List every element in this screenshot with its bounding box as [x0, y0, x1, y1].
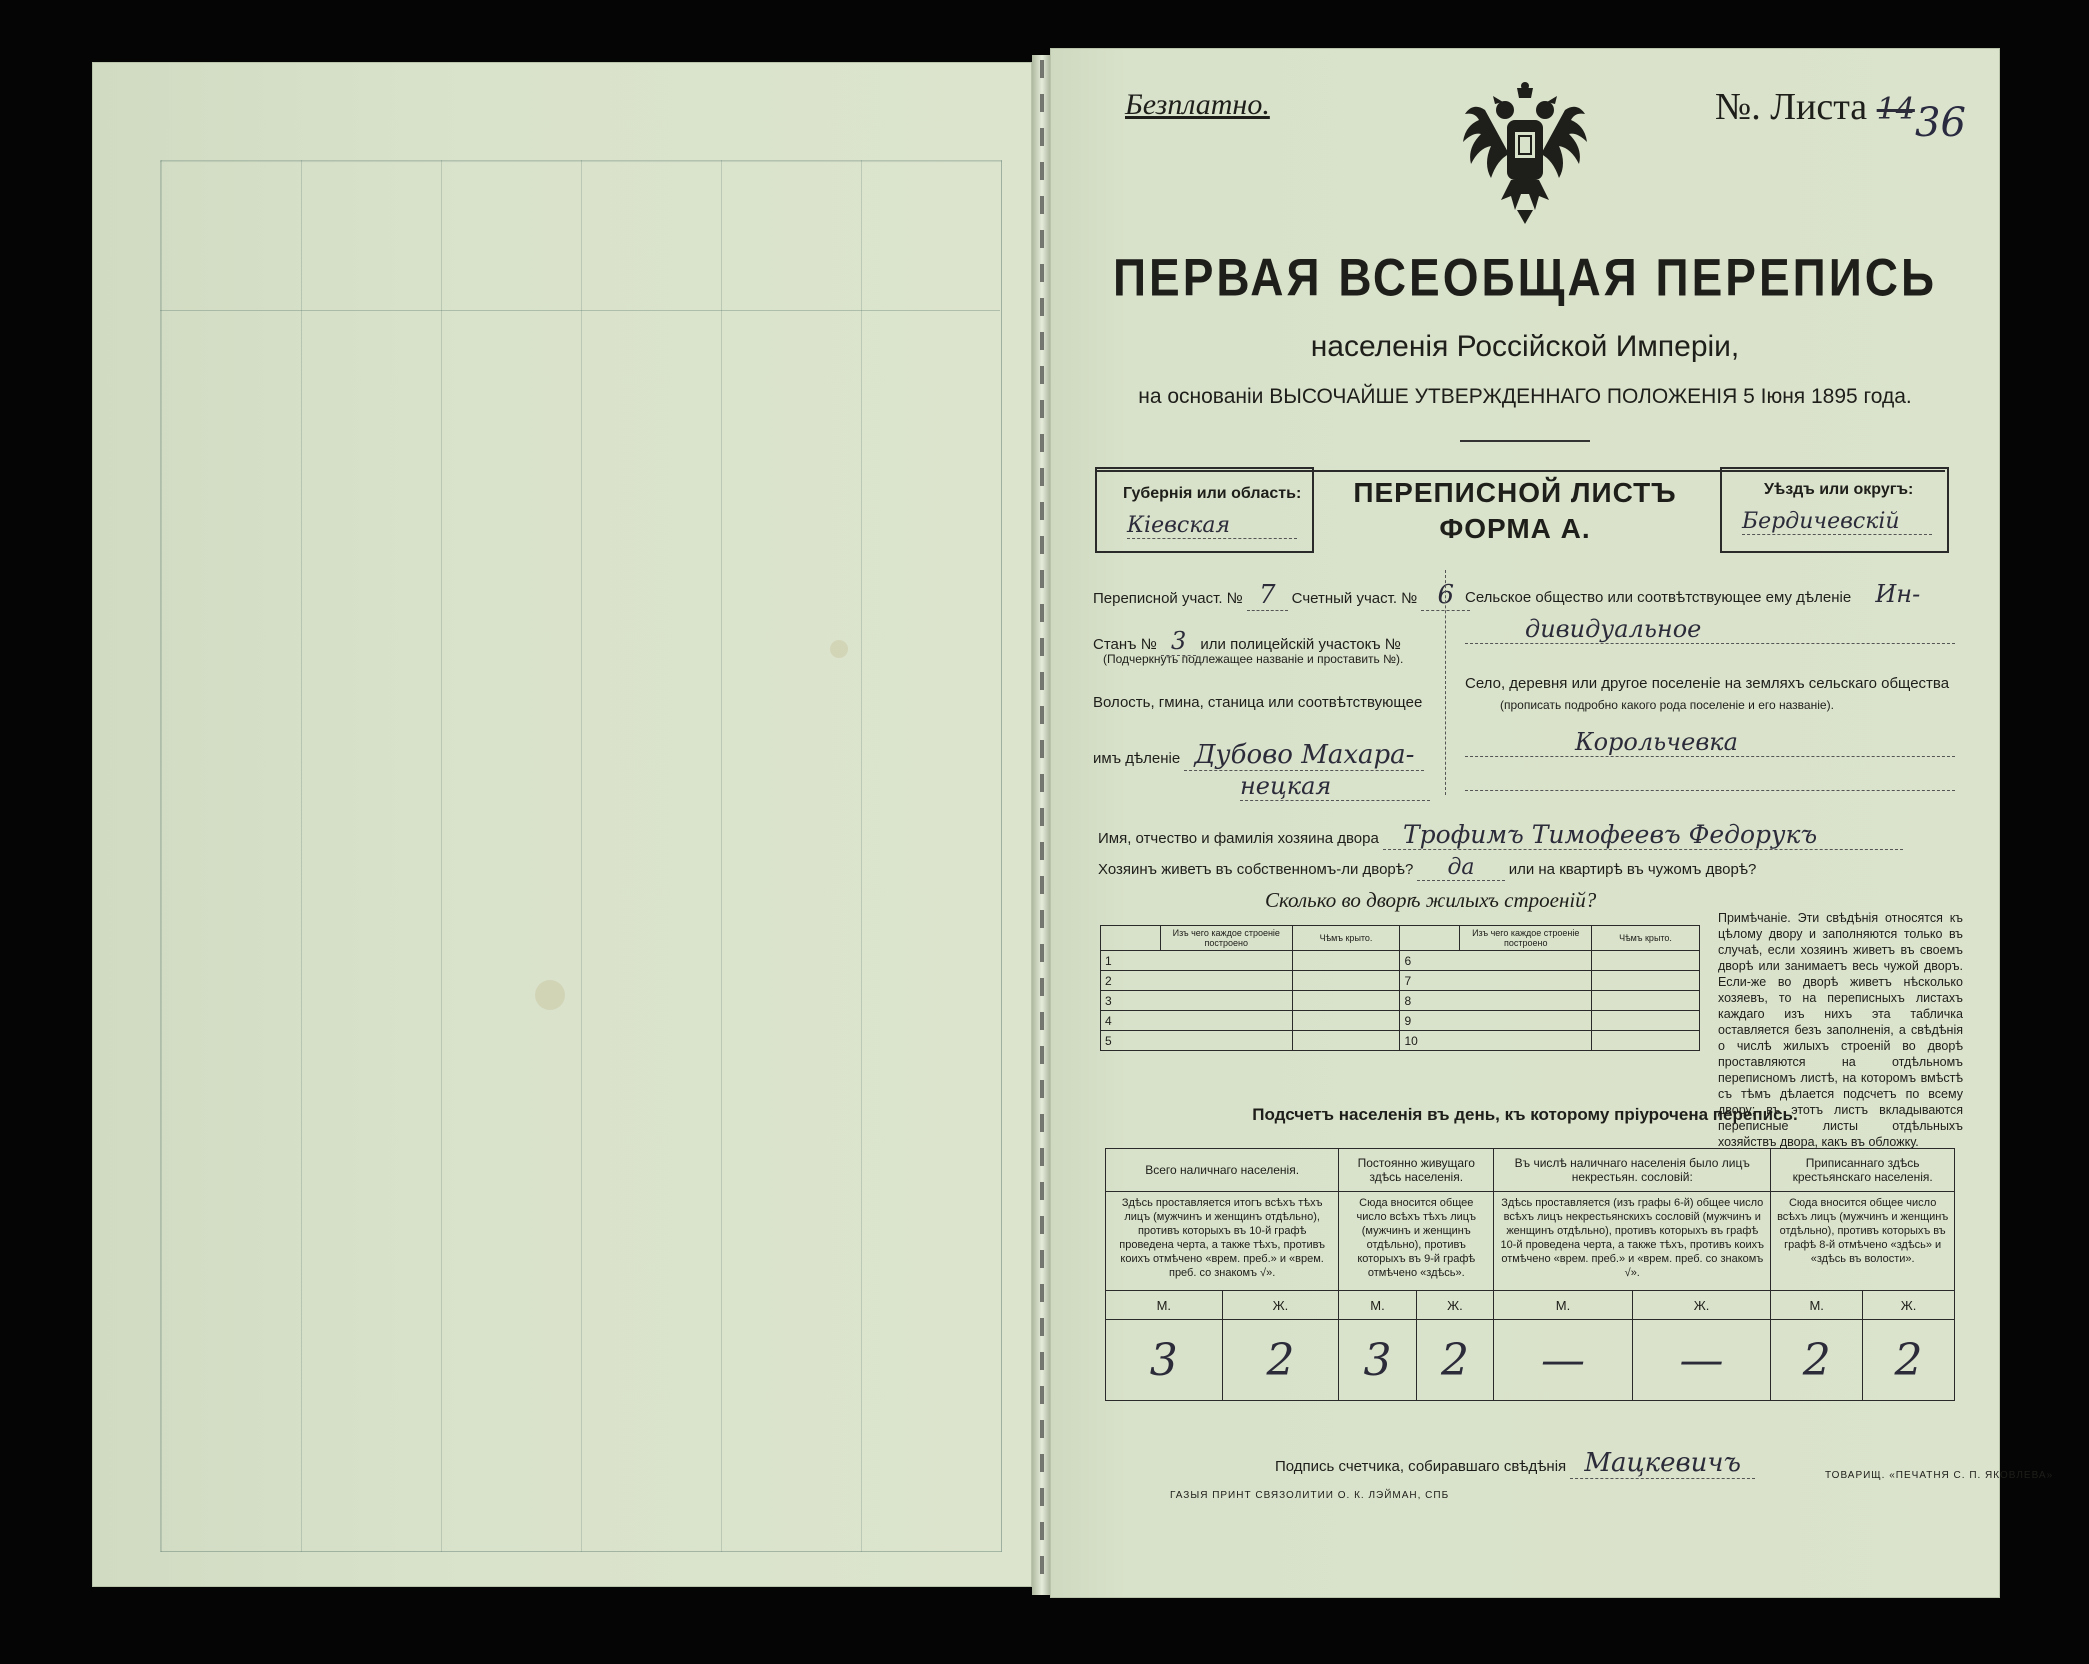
building-row-number: 2 — [1101, 971, 1293, 991]
fields-divider — [1445, 570, 1446, 795]
buildings-note: Примѣчаніе. Эти свѣдѣнія относятся къ цѣлому двору и заполняются только въ случаѣ, если хозяинъ живетъ въ своемъ дворѣ или занимаетъ весь чужой дворъ. Если-же во дворѣ живетъ нѣсколько хозяевъ, то на переписныхъ листахъ каждаго изъ нихъ эта табличка оставляется безъ заполненія, а свѣдѣнія о числѣ жилыхъ строеній во дворѣ проставляются на отдѣльномъ переписномъ листѣ, на которомъ вмѣстѣ съ тѣмъ дѣлается подсчетъ по всему двору; въ этотъ листъ вкладываются переписные листы отдѣльныхъ хозяйствъ двора, какъ въ обложку. — [1718, 911, 1963, 1149]
village-note: (прописать подробно какого рода поселеніе и его названіе). — [1500, 698, 1834, 712]
stan-note: (Подчеркнуть подлежащее названіе и проставить №). — [1103, 652, 1404, 666]
society-field — [1465, 580, 1920, 608]
uezd-box — [1720, 467, 1949, 553]
double-headed-eagle-icon — [1455, 80, 1595, 230]
buildings-table — [1100, 925, 1700, 1051]
census-legal-basis: на основаніи ВЫСОЧАЙШЕ УТВЕРЖДЕННАГО ПОЛОЖЕНІЯ 5 Іюня 1895 года. — [1138, 385, 1912, 408]
stan-value: 3 — [1161, 627, 1196, 656]
population-value-female: 2 — [1416, 1320, 1494, 1401]
signature-label: Подпись счетчика, собиравшаго свѣдѣнія — [1275, 1458, 1567, 1475]
population-table — [1105, 1148, 1955, 1401]
population-col-desc: Здѣсь проставляется итогъ всѣхъ тѣхъ лицъ (мужчинъ и женщинъ отдѣльно), противъ которыхъ въ 10-й графѣ проведена черта, а также тѣхъ, противъ коихъ отмѣчено «врем. преб.» и «врем. преб. со знакомъ √». — [1106, 1192, 1339, 1291]
building-row-number: 7 — [1400, 971, 1592, 991]
spine-stitching — [1040, 60, 1044, 1590]
building-row-number: 3 — [1101, 991, 1293, 1011]
female-header: Ж. — [1863, 1291, 1955, 1320]
building-roof-cell — [1292, 1031, 1400, 1051]
building-row-number: 6 — [1400, 951, 1592, 971]
sheet-number-struck: 14 — [1876, 92, 1915, 127]
printer-imprint-right: ТОВАРИЩ. «ПЕЧАТНЯ С. П. ЯКОВЛЕВА» — [1825, 1470, 2054, 1481]
population-col-title: Приписаннаго здѣсь крестьянскаго населенія. — [1771, 1149, 1955, 1192]
left-page-ghost-grid — [160, 160, 1002, 1552]
buildings-col-material-right: Изъ чего каждое строеніе построено — [1460, 926, 1592, 951]
volost-label: Волость, гмина, станица или соотвѣтствующее — [1093, 694, 1423, 711]
gubernia-box — [1095, 467, 1314, 553]
uezd-label: Уѣздъ или округъ: — [1764, 481, 1914, 498]
building-roof-cell — [1592, 991, 1700, 1011]
census-district-label: Переписной участ. № — [1093, 590, 1243, 607]
population-value-male: — — [1494, 1320, 1633, 1401]
population-value-male: 3 — [1106, 1320, 1223, 1401]
female-header: Ж. — [1416, 1291, 1494, 1320]
male-header: М. — [1106, 1291, 1223, 1320]
stan-label: Станъ № — [1093, 636, 1157, 653]
population-col-desc: Здѣсь проставляется (изъ графы 6-й) общее число всѣхъ лицъ некрестьянскихъ сословій (мужчинъ и женщинъ отдѣльно), противъ которыхъ въ графѣ 10-й проведена черта, а также тѣхъ, противъ коихъ отмѣчено «врем. преб.» и «врем. преб. со знакомъ √». — [1494, 1192, 1771, 1291]
buildings-row — [1101, 991, 1700, 1011]
buildings-col-material-left: Изъ чего каждое строеніе построено — [1160, 926, 1292, 951]
counting-district-value: 6 — [1421, 580, 1470, 611]
building-roof-cell — [1592, 971, 1700, 991]
population-col-title: Въ числѣ наличнаго населенія было лицъ некрестьян. сословій: — [1494, 1149, 1771, 1192]
building-row-number: 1 — [1101, 951, 1293, 971]
sheet-number-label — [1715, 85, 1915, 129]
society-label: Сельское общество или соотвѣтствующее ему дѣленіе — [1465, 589, 1852, 606]
counting-district-label: Счетный участ. № — [1291, 590, 1418, 607]
building-row-number: 9 — [1400, 1011, 1592, 1031]
left-page-ghost-header — [160, 160, 1000, 311]
building-roof-cell — [1592, 951, 1700, 971]
building-row-number: 10 — [1400, 1031, 1592, 1051]
population-value-male: 3 — [1339, 1320, 1416, 1401]
gubernia-label: Губернія или область: — [1123, 485, 1302, 502]
uezd-value: Бердичевскій — [1742, 509, 1932, 535]
building-row-number: 5 — [1101, 1031, 1293, 1051]
buildings-question: Сколько во дворѣ жилыхъ строеній? — [1265, 888, 1597, 912]
building-roof-cell — [1292, 991, 1400, 1011]
village-extra-line — [1465, 790, 1955, 791]
building-row-number: 8 — [1400, 991, 1592, 1011]
owner-value: Трофимъ Тимофеевъ Федорукъ — [1383, 820, 1903, 850]
owner-field — [1098, 820, 1903, 850]
population-value-female: 2 — [1863, 1320, 1955, 1401]
census-district-value: 7 — [1247, 580, 1288, 611]
population-col-desc: Сюда вносится общее число всѣхъ тѣхъ лицъ (мужчинъ и женщинъ отдѣльно), противъ которыхъ въ 9-й графѣ отмѣчено «здѣсь». — [1339, 1192, 1494, 1291]
male-header: М. — [1339, 1291, 1416, 1320]
lives-tail: или на квартирѣ въ чужомъ дворѣ? — [1508, 861, 1757, 878]
divider-ornament — [1460, 440, 1590, 452]
printer-imprint-left: ГАЗЫЯ ПРИНТ СВЯЗОЛИТИИ О. К. ЛЭЙМАН, СПБ — [1170, 1490, 1450, 1501]
census-subtitle: населенія Россійской Имперіи, — [1310, 330, 1740, 363]
signature-field — [1275, 1448, 1755, 1478]
header-boxes-top-rule — [1095, 470, 1945, 472]
volost-label-2: имъ дѣленіе — [1093, 750, 1181, 767]
population-col-title: Всего наличнаго населенія. — [1106, 1149, 1339, 1192]
lives-label: Хозяинъ живетъ въ собственномъ-ли дворѣ? — [1098, 861, 1414, 878]
population-col-desc: Сюда вносится общее число всѣхъ лицъ (мужчинъ и женщинъ отдѣльно), противъ которыхъ въ графѣ 8-й отмѣчено «здѣсь» и «здѣсь въ волости». — [1771, 1192, 1955, 1291]
buildings-col-spacer — [1101, 926, 1161, 951]
lives-field — [1098, 855, 1756, 880]
population-col-title: Постоянно живущаго здѣсь населенія. — [1339, 1149, 1494, 1192]
population-value-female: — — [1632, 1320, 1771, 1401]
sheet-number-text: №. Листа — [1715, 86, 1868, 128]
buildings-row — [1101, 951, 1700, 971]
volost-value: Дубово Махара- — [1184, 740, 1424, 771]
female-header: Ж. — [1632, 1291, 1771, 1320]
sheet-number-handwritten: 36 — [1915, 100, 1966, 146]
village-value: Корольчевка — [1465, 728, 1955, 757]
left-page-stain — [830, 640, 848, 658]
stan-tail: или полицейскій участокъ № — [1200, 636, 1401, 653]
village-label: Село, деревня или другое поселеніе на земляхъ сельскаго общества — [1465, 675, 1950, 692]
building-roof-cell — [1292, 951, 1400, 971]
form-title — [1315, 475, 1715, 547]
female-header: Ж. — [1222, 1291, 1339, 1320]
buildings-row — [1101, 1011, 1700, 1031]
building-roof-cell — [1292, 1011, 1400, 1031]
volost-value-2: нецкая — [1240, 772, 1430, 801]
population-value-female: 2 — [1222, 1320, 1339, 1401]
form-title-line2: ФОРМА А. — [1439, 513, 1591, 544]
male-header: М. — [1494, 1291, 1633, 1320]
building-roof-cell — [1592, 1031, 1700, 1051]
society-value: Ин- — [1875, 580, 1921, 608]
buildings-col-spacer — [1400, 926, 1460, 951]
building-roof-cell — [1592, 1011, 1700, 1031]
lives-value: да — [1417, 855, 1504, 881]
gubernia-value: Кіевская — [1127, 513, 1297, 539]
population-heading: Подсчетъ населенія въ день, къ которому пріурочена перепись. — [1252, 1105, 1798, 1124]
owner-label: Имя, отчество и фамилія хозяина двора — [1098, 830, 1379, 847]
population-value-male: 2 — [1771, 1320, 1863, 1401]
society-value-2: дивидуальное — [1465, 615, 1955, 644]
buildings-row — [1101, 1031, 1700, 1051]
left-page-stain — [535, 980, 565, 1010]
form-title-line1: ПЕРЕПИСНОЙ ЛИСТЪ — [1353, 477, 1677, 508]
free-label: Безплатно. — [1125, 88, 1270, 121]
male-header: М. — [1771, 1291, 1863, 1320]
census-district-field — [1093, 580, 1470, 610]
building-roof-cell — [1292, 971, 1400, 991]
stan-field — [1093, 627, 1401, 655]
volost-field — [1093, 740, 1424, 770]
buildings-row — [1101, 971, 1700, 991]
census-main-title: ПЕРВАЯ ВСЕОБЩАЯ ПЕРЕПИСЬ — [1112, 247, 1938, 307]
signature-value: Мацкевичъ — [1570, 1448, 1755, 1479]
buildings-col-roof-right: Чѣмъ крыто. — [1592, 926, 1700, 951]
buildings-col-roof-left: Чѣмъ крыто. — [1292, 926, 1400, 951]
building-row-number: 4 — [1101, 1011, 1293, 1031]
